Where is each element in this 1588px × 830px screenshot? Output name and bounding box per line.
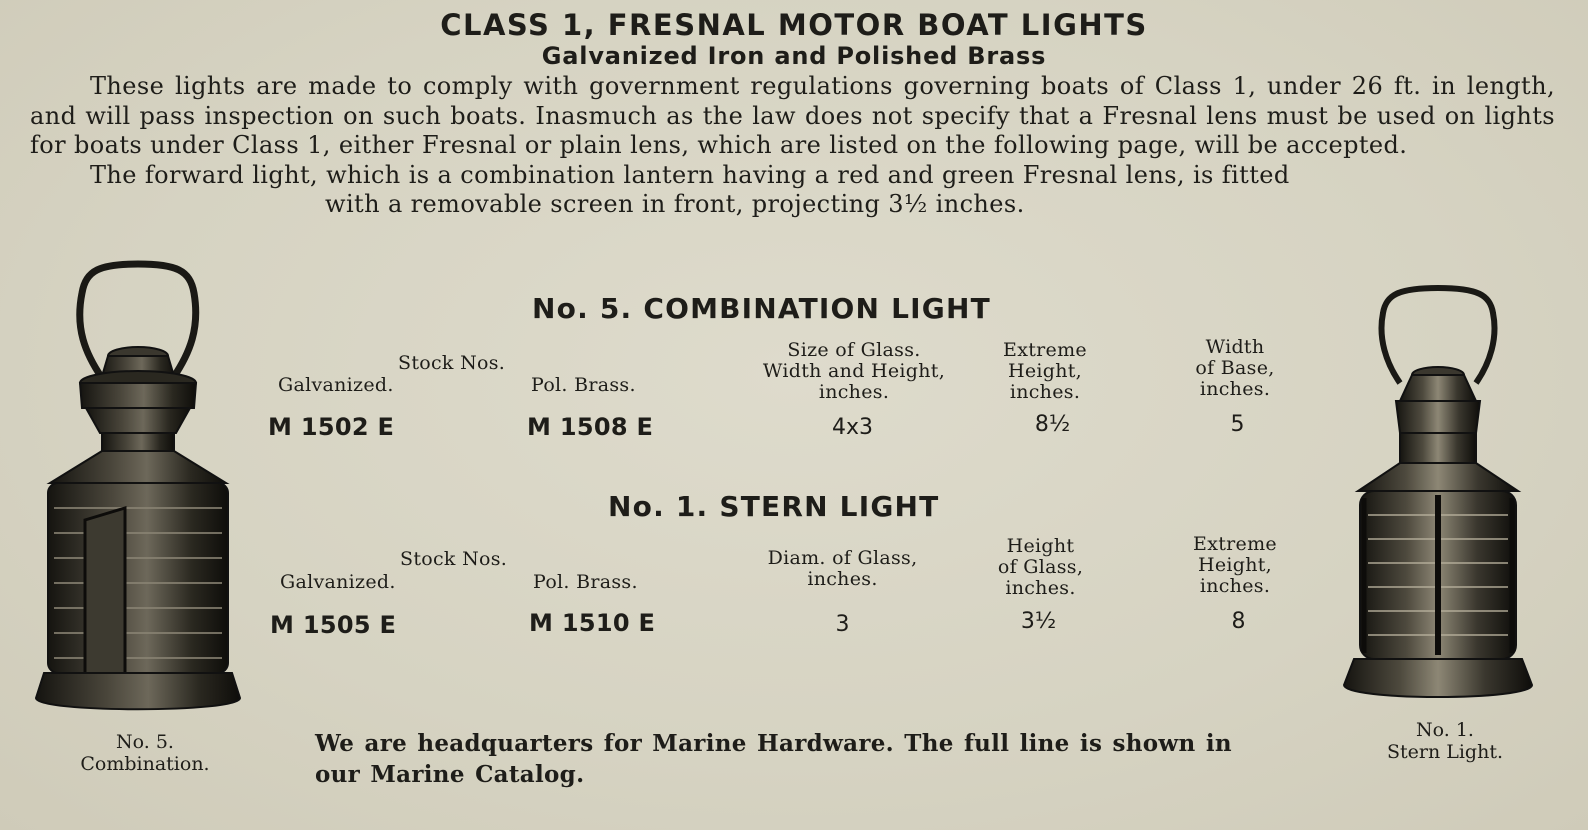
stern-lantern-caption-line-2: Stern Light.	[1386, 741, 1504, 763]
combination-lantern-caption-line-2: Combination.	[80, 753, 210, 775]
combination-extreme-height-header-line-3: inches.	[1009, 381, 1081, 403]
stern-glass-height-header-line-1: Height	[1006, 535, 1075, 557]
stern-lantern-caption-line-1: No. 1.	[1416, 719, 1474, 741]
stern-glass-diam-header-line-1: Diam. of Glass,	[767, 547, 918, 569]
stern-glass-height-value: 3½	[1020, 609, 1057, 634]
stern-lantern-illustration	[1338, 283, 1538, 713]
combination-base-width-header-line-2: of Base,	[1195, 357, 1275, 379]
combination-lantern-caption	[50, 731, 240, 775]
stern-extreme-height-value: 8	[1231, 609, 1246, 634]
combination-base-width-header	[1180, 337, 1290, 400]
stern-galvanized-label: Galvanized.	[280, 571, 396, 593]
combination-galvanized-stock-no: M 1502 E	[268, 413, 395, 441]
stern-lantern-caption	[1360, 719, 1530, 763]
combination-brass-stock-no: M 1508 E	[527, 413, 654, 441]
stern-stock-nos-label: Stock Nos.	[400, 548, 508, 570]
combination-extreme-height-value: 8½	[1034, 412, 1071, 437]
combination-brass-label: Pol. Brass.	[531, 374, 636, 396]
combination-glass-size-value: 4x3	[831, 415, 873, 440]
combination-lantern-illustration	[30, 258, 245, 728]
combination-glass-size-header-line-2: Width and Height,	[762, 360, 946, 382]
combination-glass-size-header-line-1: Size of Glass.	[787, 339, 921, 361]
stern-glass-height-header-line-2: of Glass,	[997, 556, 1084, 578]
stern-glass-diam-header	[740, 548, 945, 590]
combination-base-width-header-line-1: Width	[1205, 336, 1265, 358]
combination-glass-size-header	[745, 340, 963, 403]
stern-glass-height-header-line-3: inches.	[1005, 577, 1076, 599]
combination-lantern-caption-line-1: No. 5.	[116, 731, 174, 753]
stern-extreme-height-header-line-3: inches.	[1199, 575, 1271, 597]
combination-base-width-value: 5	[1230, 412, 1245, 437]
intro-paragraph-2-line-2: with a removable screen in front, projecting 3½ inches.	[325, 190, 1025, 218]
combination-galvanized-label: Galvanized.	[278, 374, 394, 396]
intro-paragraph-2-line-1: The forward light, which is a combination lantern having a red and green Fresnal lens, is fitted	[90, 160, 1290, 189]
stern-brass-label: Pol. Brass.	[533, 571, 638, 593]
intro-text	[30, 72, 1555, 220]
combination-heading: No. 5. COMBINATION LIGHT	[532, 292, 991, 325]
combination-extreme-height-header-line-2: Height,	[1007, 360, 1083, 382]
stern-glass-diam-value: 3	[835, 612, 850, 637]
intro-paragraph-1: These lights are made to comply with government regulations governing boats of Class 1, under 26 ft. in length, and will pass inspection on such boats. Inasmuch as the law does not specify that a Fresnal lens must be used on lights for boats under Class 1, either Fresnal or plain lens, which are listed on the following page, will be accepted.	[30, 72, 1555, 159]
combination-extreme-height-header	[990, 340, 1100, 403]
stern-extreme-height-header	[1180, 534, 1290, 597]
page-subtitle: Galvanized Iron and Polished Brass	[541, 42, 1047, 70]
footer-note: We are headquarters for Marine Hardware. The full line is shown in our Marine Catalog.	[315, 730, 1232, 788]
stern-galvanized-stock-no: M 1505 E	[270, 611, 397, 639]
page-title: CLASS 1, FRESNAL MOTOR BOAT LIGHTS	[440, 8, 1148, 42]
intro-paragraph-2	[30, 161, 1555, 220]
combination-stock-nos-label: Stock Nos.	[398, 352, 506, 374]
stern-brass-stock-no: M 1510 E	[529, 609, 656, 637]
combination-glass-size-header-line-3: inches.	[818, 381, 890, 403]
stern-heading: No. 1. STERN LIGHT	[608, 490, 940, 523]
stern-glass-height-header	[983, 536, 1098, 599]
combination-extreme-height-header-line-1: Extreme	[1003, 339, 1087, 361]
stern-extreme-height-header-line-2: Height,	[1197, 554, 1273, 576]
combination-base-width-header-line-3: inches.	[1199, 378, 1271, 400]
stern-glass-diam-header-line-2: inches.	[807, 568, 878, 590]
stern-extreme-height-header-line-1: Extreme	[1193, 533, 1277, 555]
